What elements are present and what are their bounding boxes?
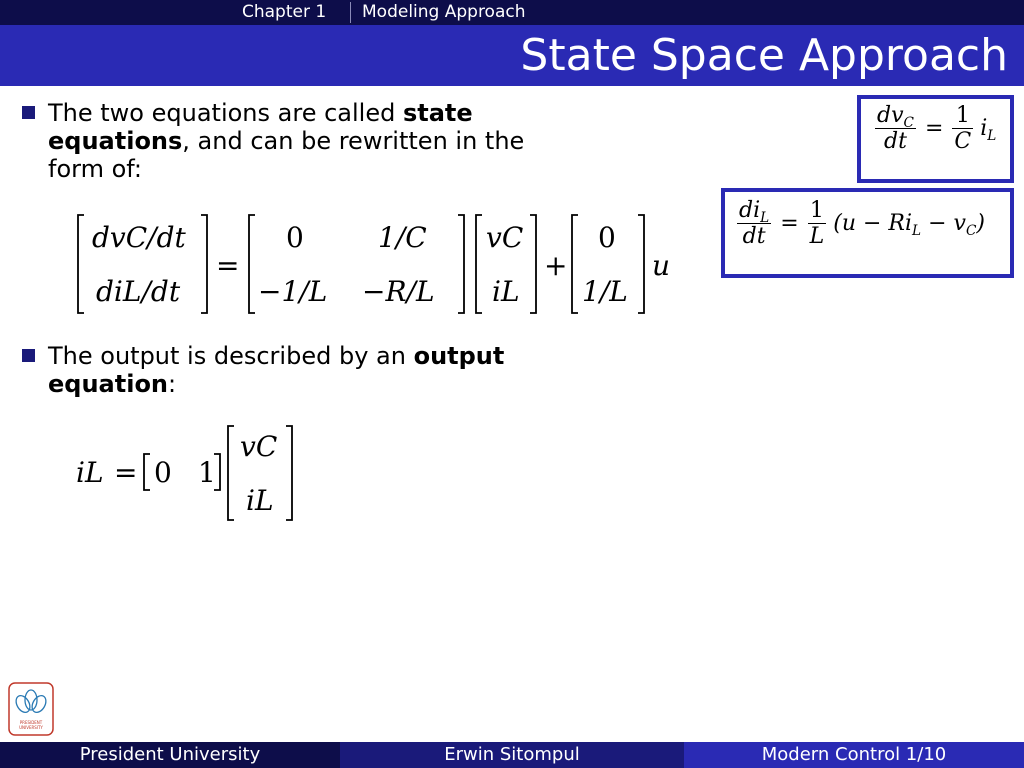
state-vector-1: vC [486,221,524,254]
lhs-row-2: diL/dt [96,275,181,308]
bullet-text [48,99,524,183]
bullet-text-bold: equations [48,127,183,155]
fraction-one-over-c: $\frac{1}{C}$ [954,103,972,154]
svg-text:PRESIDENT: PRESIDENT [19,720,43,725]
footer-author: Erwin Sitompul [340,742,684,768]
state-vector-2: iL [246,484,274,517]
matrix-b-2: 1/L [582,275,628,308]
state-vector-1: vC [240,430,278,463]
slide-title: State Space Approach [520,30,1008,81]
bullet-text-line: form of: [48,155,142,183]
bullet-text-post: : [168,370,177,398]
bullet-text-pre: The two equations are called [48,99,403,127]
input-u: u [652,249,671,282]
state-vector-2: iL [492,275,520,308]
footer-bar [0,742,1024,768]
fraction-one-over-l: $\frac{1}{L}$ [809,198,825,249]
bullet-text-pre: The output is described by an [48,342,414,370]
bullet-text-bold: output [413,342,505,370]
output-equation [70,420,310,530]
bullet-marker-icon [22,106,35,119]
equals-sign: = [780,211,799,236]
matrix-c-1: 0 [154,456,172,489]
output-lhs: iL [76,456,104,489]
title-bar [0,25,1024,86]
bullet-text [48,342,504,398]
university-logo-icon [8,682,54,736]
equation-box-inductor [721,188,1014,278]
bullet-marker-icon [22,349,35,362]
matrix-a-22: −R/L [362,275,435,308]
chapter-label[interactable]: Chapter 1 [242,2,327,22]
matrix-c-2: 1 [198,456,216,489]
matrix-a-11: 0 [286,221,304,254]
footer-institution: President University [0,742,340,768]
inductor-expression: $(u - Ri_L - v_C)$ [833,211,985,239]
lhs-row-1: dvC/dt [92,221,186,254]
equals-sign: = [924,116,944,141]
section-label[interactable]: Modeling Approach [362,2,526,22]
plus-sign: + [544,249,568,282]
matrix-a-12: 1/C [378,221,427,254]
equation-box-capacitor [857,95,1014,183]
state-equation-matrix [60,205,700,325]
current-il: $i_L$ [980,116,997,144]
bullet-text-bold: state [402,99,473,127]
footer-course-page: Modern Control 1/10 [684,742,1024,768]
top-navigation-bar [0,0,1024,25]
fraction-dvc-dt: $\frac{dv_C}{dt}$ [877,103,914,154]
equals-sign: = [216,249,240,282]
bullet-text-bold: equation [48,370,169,398]
header-separator [350,2,351,23]
bullet-text-post: , and can be rewritten in the [182,127,525,155]
fraction-dil-dt: $\frac{di_L}{dt}$ [739,198,770,249]
matrix-b-1: 0 [598,221,616,254]
equals-sign: = [114,456,138,489]
svg-text:UNIVERSITY: UNIVERSITY [19,725,43,730]
matrix-a-21: −1/L [258,275,328,308]
